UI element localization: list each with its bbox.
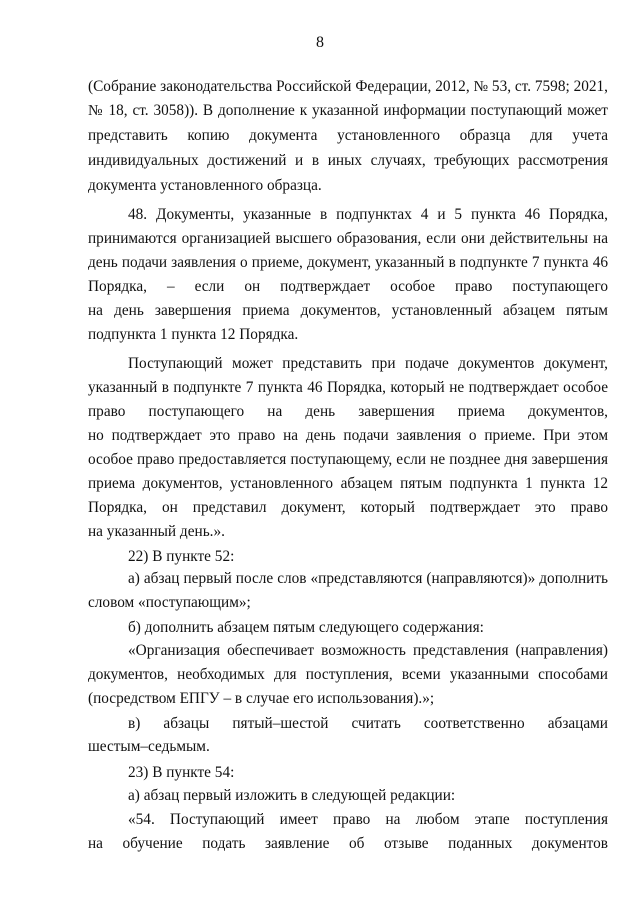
text-line: подпункта 1 пункта 12 Порядка.: [88, 326, 299, 343]
text-line: особое право предоставляется поступающему, если не позднее дня завершения: [88, 451, 608, 468]
text-line: Порядка, – если он подтверждает особое право поступающего: [88, 278, 608, 295]
text-line: но подтверждает это право на день подачи заявления о приеме. При этом: [88, 427, 608, 444]
text-line: (Собрание законодательства Российской Федерации, 2012, № 53, ст. 7598; 2021,: [88, 78, 608, 95]
text-line: шестым–седьмым.: [88, 738, 210, 755]
text-line: «Организация обеспечивает возможность представления (направления): [128, 642, 608, 659]
text-line: а) абзац первый после слов «представляются (направляются)» дополнить: [128, 570, 608, 587]
text-line: Поступающий может представить при подаче документов документ,: [128, 355, 608, 372]
text-line: на обучение подать заявление об отзыве поданных документов: [88, 835, 608, 852]
text-line: (посредством ЕПГУ – в случае его использования).»;: [88, 690, 435, 707]
text-line: представить копию документа установленного образца для учета: [88, 127, 608, 144]
text-line: 22) В пункте 52:: [128, 548, 235, 565]
text-line: на день завершения приема документов, установленный абзацем пятым: [88, 302, 608, 319]
text-line: указанный в подпункте 7 пункта 46 Порядка, который не подтверждает особое: [88, 379, 608, 396]
text-line: 48. Документы, указанные в подпунктах 4 и 5 пункта 46 Порядка,: [128, 206, 608, 223]
text-line: индивидуальных достижений и в иных случаях, требующих рассмотрения: [88, 152, 608, 169]
text-line: 23) В пункте 54:: [128, 764, 235, 781]
text-line: на указанный день.».: [88, 523, 225, 540]
text-line: Порядка, он представил документ, который подтверждает это право: [88, 499, 608, 516]
text-line: «54. Поступающий имеет право на любом этапе поступления: [128, 811, 608, 828]
text-line: документа установленного образца.: [88, 177, 322, 194]
text-line: а) абзац первый изложить в следующей редакции:: [128, 787, 456, 804]
text-line: б) дополнить абзацем пятым следующего содержания:: [128, 619, 484, 636]
text-line: документов, необходимых для поступления, всеми указанными способами: [88, 666, 608, 683]
text-line: словом «поступающим»;: [88, 594, 251, 611]
text-line: № 18, ст. 3058)). В дополнение к указанной информации поступающий может: [88, 102, 608, 119]
text-line: день подачи заявления о приеме, документ, указанный в подпункте 7 пункта 46: [88, 254, 608, 271]
text-line: право поступающего на день завершения приема документов,: [88, 403, 608, 420]
text-line: в) абзацы пятый–шестой считать соответственно абзацами: [128, 715, 608, 732]
page-number: 8: [316, 34, 324, 51]
text-line: принимаются организацией высшего образования, если они действительны на: [88, 230, 608, 247]
text-line: приема документов, установленного абзацем пятым подпункта 1 пункта 12: [88, 475, 608, 492]
